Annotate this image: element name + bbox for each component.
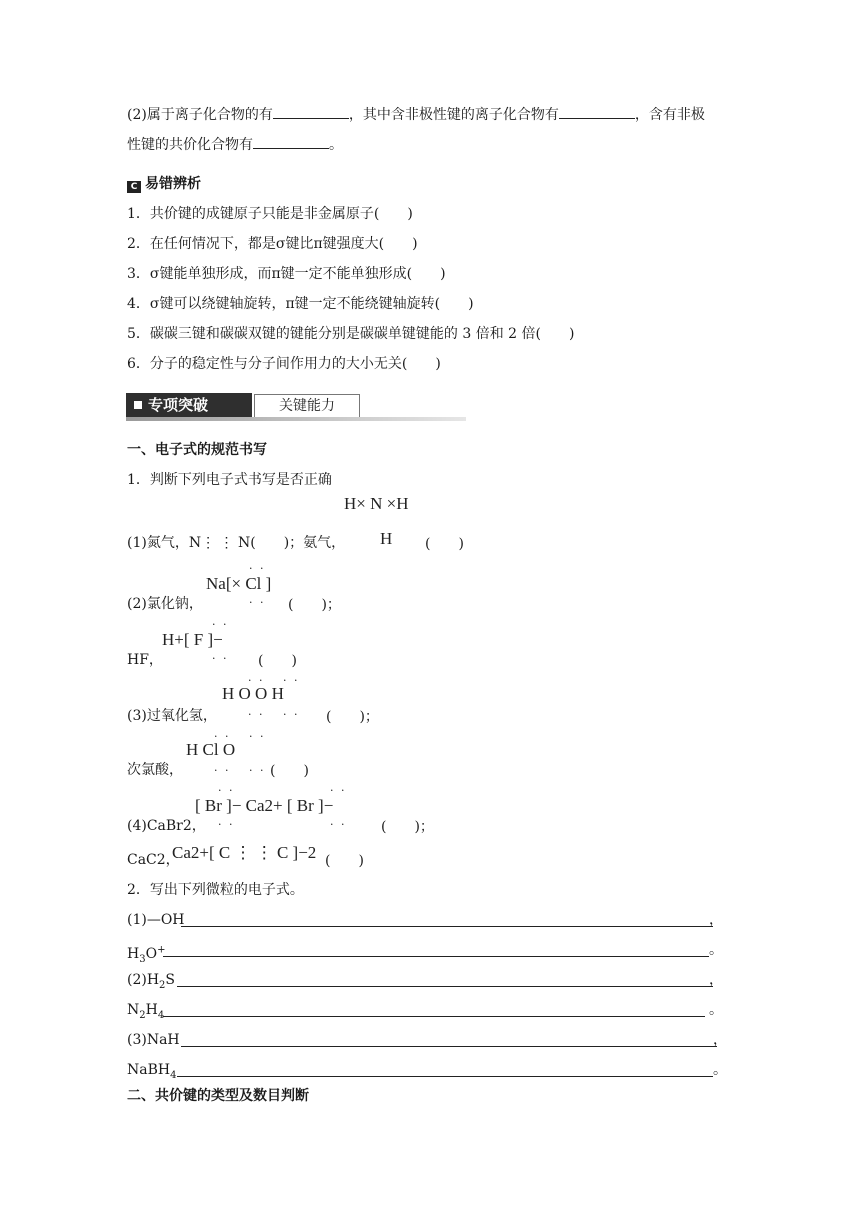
- hf-answer-paren[interactable]: ( ): [258, 653, 297, 669]
- intro-text-a: (2)属于离子化合物的有: [127, 107, 273, 123]
- mistakes-heading: [127, 174, 201, 194]
- section-banner: [126, 393, 466, 421]
- intro-text-b: ，其中含非极性键的离子化合物有: [348, 107, 559, 123]
- answer-punct: ，: [709, 912, 723, 928]
- lone-pair-dots: · · · ·: [214, 730, 266, 743]
- nh3-formula-bottom: H: [380, 529, 393, 548]
- intro-line-1: [127, 104, 705, 125]
- nacl-answer-paren[interactable]: ( )；: [288, 597, 341, 613]
- answer-line: [127, 1060, 727, 1086]
- intro-text-e: 。: [329, 137, 343, 153]
- answer-punct: ，: [709, 972, 723, 988]
- lone-pair-dots: · ·: [330, 784, 347, 797]
- lone-pair-dots: · ·: [249, 596, 266, 609]
- lone-pair-dots: · ·: [249, 562, 266, 575]
- lone-pair-dots: · ·: [330, 818, 347, 831]
- banner-left-text: 专项突破: [148, 396, 209, 414]
- question-1: 1．判断下列电子式书写是否正确: [127, 472, 332, 488]
- answer-line: [127, 910, 723, 930]
- lone-pair-dots: · · · ·: [214, 764, 266, 777]
- hclo-label: 次氯酸，: [127, 762, 183, 778]
- mistakes-heading-text: 易错辨析: [145, 176, 201, 192]
- answer-blank[interactable]: [163, 1002, 705, 1017]
- lone-pair-dots: · ·: [218, 784, 235, 797]
- answer-line: [127, 970, 723, 996]
- mistake-item: 5．碳碳三键和碳碳双键的键能分别是碳碳单键键能的 3 倍和 2 倍( ): [127, 326, 575, 342]
- intro-text-c: ，含有非极: [634, 107, 705, 123]
- intro-line-2: [127, 134, 343, 155]
- answer-label: $(2)H_2S$: [127, 972, 176, 991]
- answer-blank[interactable]: [177, 972, 713, 987]
- lone-pair-dots: · ·: [218, 818, 235, 831]
- lone-pair-dots: · ·: [212, 618, 229, 631]
- answer-label: (3)NaH: [127, 1032, 180, 1048]
- answer-blank[interactable]: [181, 1032, 717, 1047]
- answer-blank[interactable]: [177, 1062, 713, 1077]
- section1-heading: 一、电子式的规范书写: [127, 442, 267, 458]
- square-icon: [134, 401, 142, 409]
- lone-pair-dots: · ·: [212, 652, 229, 665]
- lone-pair-dots: · · · ·: [248, 708, 300, 721]
- hf-label: HF，: [127, 652, 163, 668]
- answer-line: [127, 1000, 723, 1026]
- section2-heading: 二、共价键的类型及数目判断: [127, 1088, 309, 1104]
- answer-blank[interactable]: [181, 912, 713, 927]
- answer-blank[interactable]: [253, 134, 329, 149]
- answer-label: $N_2H_4$: [127, 1002, 165, 1021]
- banner-subtitle: 关键能力: [254, 394, 360, 418]
- nh3-formula-top: H× N ×H: [344, 494, 409, 513]
- banner-divider: [126, 417, 466, 421]
- hf-formula: H+[ F ]−: [162, 630, 223, 649]
- cac2-formula: Ca2+[ C ⋮ ⋮ C ]−2: [172, 843, 317, 862]
- hclo-formula: H Cl O: [186, 740, 236, 759]
- mistake-item: 3．σ键能单独形成，而π键一定不能单独形成( ): [127, 266, 446, 282]
- cabr2-answer-paren[interactable]: ( )；: [381, 819, 434, 835]
- nh3-answer-paren[interactable]: ( ): [425, 536, 464, 552]
- answer-punct: 。: [709, 1002, 723, 1018]
- cabr2-formula: [ Br ]− Ca2+ [ Br ]−: [195, 796, 334, 815]
- mistake-item: 4．σ键可以绕键轴旋转，π键一定不能绕键轴旋转( ): [127, 296, 474, 312]
- section-tag-icon: C: [127, 181, 141, 193]
- h2o2-answer-paren[interactable]: ( )；: [326, 709, 379, 725]
- lone-pair-dots: · · · ·: [248, 674, 300, 687]
- mistake-item: 6．分子的稳定性与分子间作用力的大小无关( ): [127, 356, 441, 372]
- n2-label: (1)氮气，N⋮ ⋮ N( )；氨气，: [127, 535, 346, 551]
- hclo-answer-paren[interactable]: ( ): [270, 763, 309, 779]
- nacl-label: (2)氯化钠，: [127, 596, 203, 612]
- answer-label: $H_3O^+$: [127, 944, 166, 965]
- intro-text-d: 性键的共价化合物有: [127, 137, 253, 153]
- h2o2-label: (3)过氧化氢，: [127, 708, 217, 724]
- answer-label: (1)—OH: [127, 912, 185, 928]
- answer-label: NaBH$_4$: [127, 1062, 177, 1081]
- nacl-formula: Na[× Cl ]: [206, 574, 272, 593]
- answer-punct: 。: [713, 1062, 727, 1078]
- cac2-answer-paren[interactable]: ( ): [325, 853, 364, 869]
- answer-blank[interactable]: [163, 942, 709, 957]
- cabr2-label: (4)CaBr2，: [127, 818, 206, 834]
- answer-line: [127, 1030, 727, 1050]
- answer-line: [127, 940, 723, 969]
- answer-blank[interactable]: [273, 104, 349, 119]
- h2o2-formula: H O O H: [222, 684, 284, 703]
- mistake-item: 2．在任何情况下，都是σ键比π键强度大( ): [127, 236, 418, 252]
- banner-title: [126, 393, 252, 417]
- answer-punct: 。: [709, 942, 723, 958]
- cac2-label: CaC2，: [127, 852, 180, 868]
- mistake-item: 1．共价键的成键原子只能是非金属原子( ): [127, 206, 413, 222]
- answer-punct: ，: [713, 1032, 727, 1048]
- answer-blank[interactable]: [559, 104, 635, 119]
- question-2: 2．写出下列微粒的电子式。: [127, 882, 304, 898]
